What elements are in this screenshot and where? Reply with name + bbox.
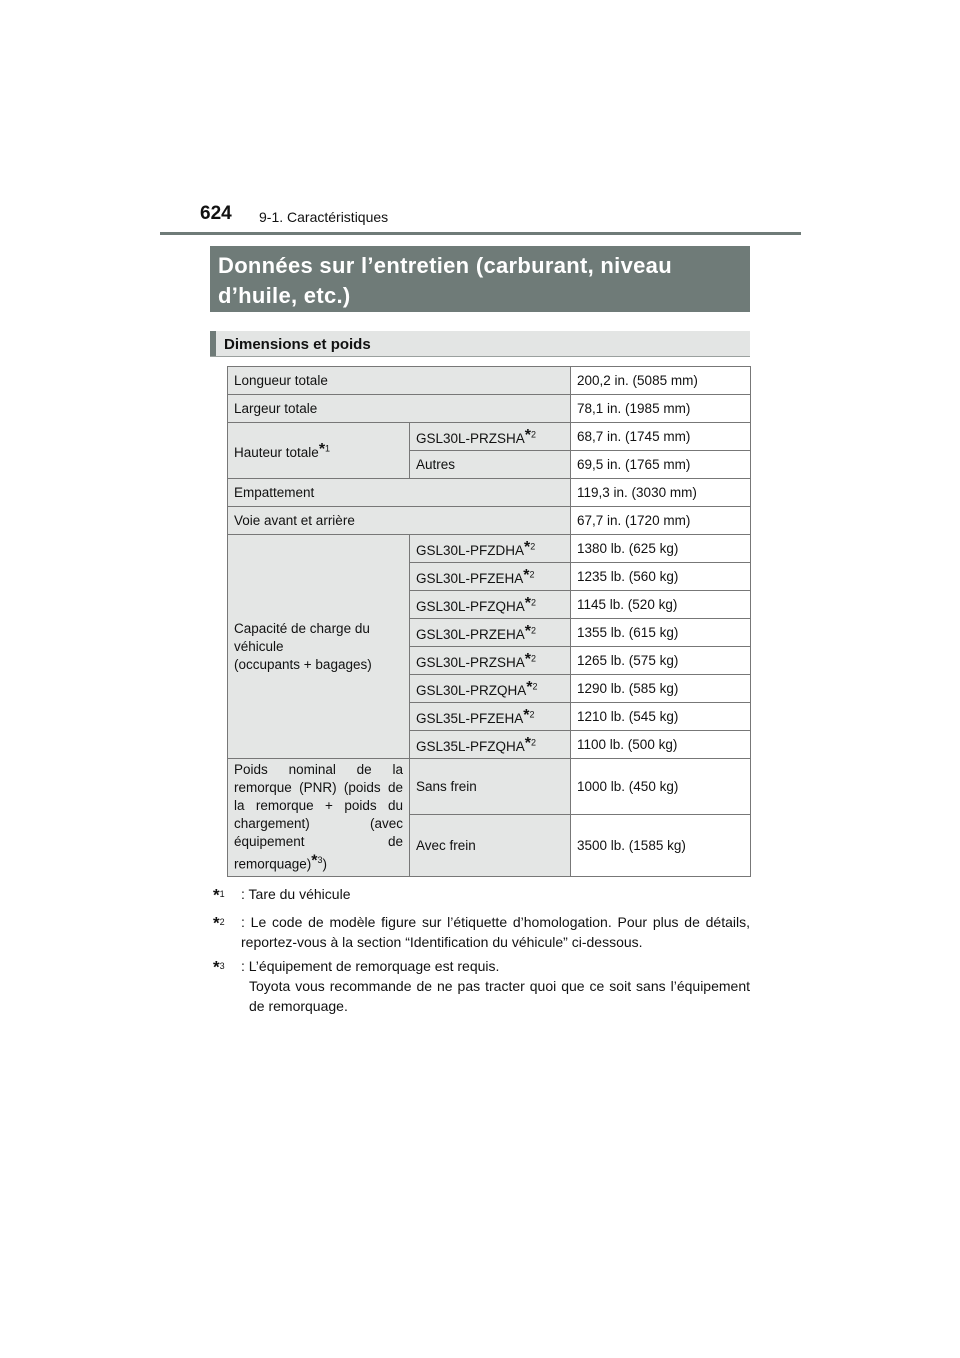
- subsection-header: [210, 331, 750, 357]
- model-cell: GSL30L-PRZEHA*$^2$: [410, 619, 571, 647]
- footnote-ref: 2: [529, 709, 535, 720]
- model-cell: GSL35L-PFZQHA*$^2$: [410, 731, 571, 759]
- model-cell: GSL30L-PFZQHA*$^2$: [410, 591, 571, 619]
- footnote-marker: *$^1$: [213, 885, 225, 905]
- brake-type-cell: Sans frein: [410, 759, 571, 815]
- page-number: 624: [200, 203, 232, 224]
- value-cell: 1145 lb. (520 kg): [571, 591, 751, 619]
- table-row: [228, 395, 751, 423]
- table-row: [228, 759, 751, 815]
- value-cell: 119,3 in. (3030 mm): [571, 479, 751, 507]
- label-cell: Empattement: [228, 479, 571, 507]
- footnote-star-icon: *: [524, 651, 532, 668]
- footnote-star-icon: *: [311, 852, 318, 870]
- footnote-item: [213, 956, 750, 1016]
- capacity-label-line: Capacité de charge du: [234, 620, 370, 636]
- footnote-star-icon: *: [524, 539, 531, 556]
- label-cell: [228, 423, 410, 479]
- height-label: Hauteur totale: [234, 445, 319, 460]
- footnote-text: : L’équipement de remorquage est requis. Toyota vous recommande de ne pas tracter quoi que ce soit sans l’équipement de remorquage.: [241, 957, 750, 1014]
- label-cell: Largeur totale: [228, 395, 571, 423]
- footnote-ref: 2: [531, 653, 537, 664]
- table-row: [228, 535, 751, 563]
- value-cell: 69,5 in. (1765 mm): [571, 451, 751, 479]
- value-cell: 1000 lb. (450 kg): [571, 759, 751, 815]
- footnote-star-icon: *: [318, 441, 326, 458]
- footnote-star-icon: *: [524, 735, 532, 752]
- value-cell: 200,2 in. (5085 mm): [571, 367, 751, 395]
- value-cell: 3500 lb. (1585 kg): [571, 815, 751, 876]
- footnote-star-icon: *: [524, 623, 532, 640]
- value-cell: 67,7 in. (1720 mm): [571, 507, 751, 535]
- value-cell: 1210 lb. (545 kg): [571, 703, 751, 731]
- footnote-ref: 2: [531, 429, 537, 440]
- subsection-accent-bar: [210, 331, 216, 356]
- dimensions-weights-table: [227, 366, 751, 877]
- model-cell: GSL30L-PRZSHA*$^2$: [410, 647, 571, 675]
- capacity-label-line: (occupants + bagages): [234, 656, 372, 672]
- footnote-star-icon: *: [524, 427, 532, 444]
- footnote-marker: *$^2$: [213, 913, 225, 933]
- capacity-label-line: véhicule: [234, 638, 284, 654]
- footnote-text: : Le code de modèle figure sur l’étiquette d’homologation. Pour plus de détails, reportez-vous à la section “Identification du véhicule” ci-dessous.: [241, 913, 750, 950]
- footnote-ref: 2: [531, 737, 537, 748]
- footnote-star-icon: *: [213, 913, 220, 933]
- value-cell: 1355 lb. (615 kg): [571, 619, 751, 647]
- value-cell: 1100 lb. (500 kg): [571, 731, 751, 759]
- footnote-star-icon: *: [213, 885, 220, 905]
- model-cell: GSL30L-PFZDHA*$^2$: [410, 535, 571, 563]
- capacity-label-cell: [228, 535, 410, 759]
- trailer-label-cell: Poids nominal de la remorque (PNR) (poids de la remorque + poids du chargement) (avec équipement de remorquage)*$^3$): [228, 759, 410, 877]
- chapter-title: 9-1. Caractéristiques: [259, 209, 389, 225]
- table-row: [228, 479, 751, 507]
- model-cell: GSL30L-PRZQHA*$^2$: [410, 675, 571, 703]
- footnote-star-icon: *: [526, 679, 533, 696]
- footnotes: [213, 884, 750, 1020]
- footnote-ref: 2: [531, 597, 537, 608]
- footnote-marker: *$^3$: [213, 957, 225, 977]
- footnote-star-icon: *: [213, 957, 220, 977]
- footnote-ref: 1: [325, 443, 331, 454]
- model-cell: GSL30L-PFZEHA*$^2$: [410, 563, 571, 591]
- value-cell: 1265 lb. (575 kg): [571, 647, 751, 675]
- footnote-ref: 2: [530, 541, 536, 552]
- footnote-item: [213, 884, 750, 908]
- footnote-item: [213, 912, 750, 952]
- header-divider: [160, 232, 801, 235]
- model-cell: GSL35L-PFZEHA*$^2$: [410, 703, 571, 731]
- value-cell: 1380 lb. (625 kg): [571, 535, 751, 563]
- value-cell: 78,1 in. (1985 mm): [571, 395, 751, 423]
- footnote-text: : Tare du véhicule: [241, 886, 351, 902]
- model-cell: GSL30L-PRZSHA*$^2$: [410, 423, 571, 451]
- brake-type-cell: Avec frein: [410, 815, 571, 876]
- table-row: [228, 507, 751, 535]
- label-cell: Longueur totale: [228, 367, 571, 395]
- section-title: Données sur l’entretien (carburant, niveau d’huile, etc.): [210, 246, 750, 312]
- footnote-star-icon: *: [523, 567, 530, 584]
- footnote-ref: 2: [532, 681, 538, 692]
- subsection-title: Dimensions et poids: [224, 336, 371, 353]
- footnote-ref: 2: [529, 569, 535, 580]
- value-cell: 68,7 in. (1745 mm): [571, 423, 751, 451]
- footnote-ref: 2: [531, 625, 537, 636]
- model-cell: Autres: [410, 451, 571, 479]
- label-cell: Voie avant et arrière: [228, 507, 571, 535]
- footnote-ref: 3: [317, 855, 323, 865]
- footnote-star-icon: *: [523, 707, 530, 724]
- value-cell: 1290 lb. (585 kg): [571, 675, 751, 703]
- footnote-star-icon: *: [524, 595, 532, 612]
- table-row: [228, 423, 751, 451]
- table-row: [228, 367, 751, 395]
- value-cell: 1235 lb. (560 kg): [571, 563, 751, 591]
